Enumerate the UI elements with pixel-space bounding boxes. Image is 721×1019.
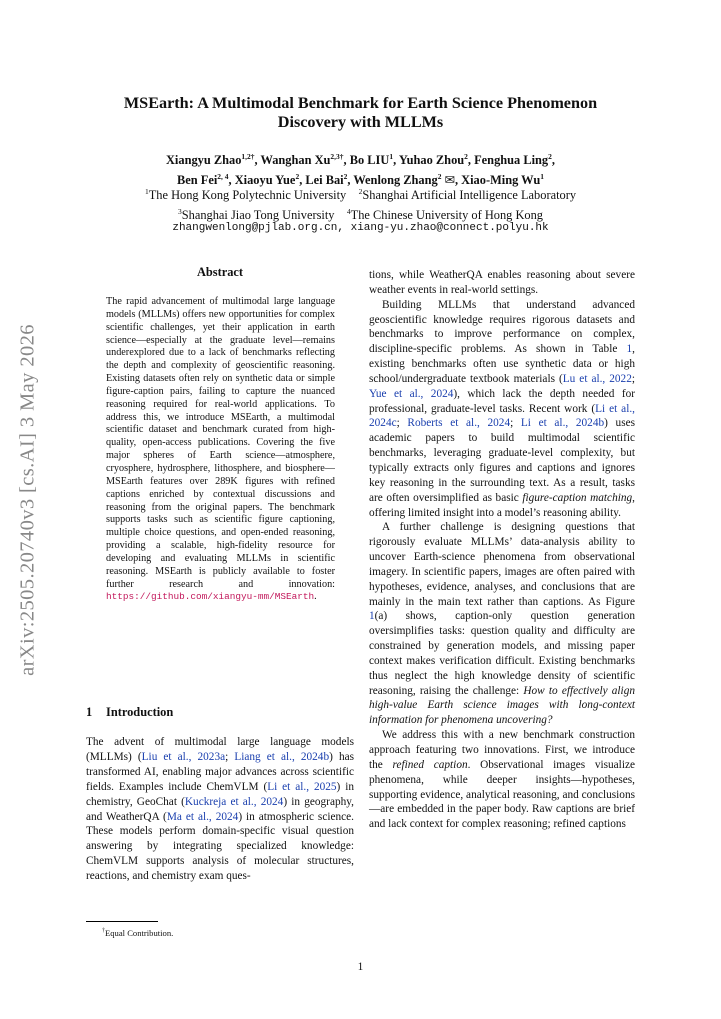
title-line-1: MSEarth: A Multimodal Benchmark for Earth Science Phenomenon xyxy=(123,94,598,112)
author-list: Xiangyu Zhao$^{1,2\dagger}$, Wanghan $Xu^{2,3\dagger}$, Bo LIU$^1$, Yuhao Zhou$^2$, Fenghua Ling$^2$, Ben Fei$^{2, 4}$, Xiaoyu Yue$^2$, Lei Bai$^2$, Wenlong Zhang$^2$ ✉, Xiao-Ming Wu$^1$ xyxy=(165,152,555,187)
author: Ben Fei xyxy=(177,172,218,187)
paragraph: tions, while WeatherQA enables reasoning about severe weather events in real-world settings. xyxy=(369,269,635,296)
citation-link[interactable]: Yue et al., 2024 xyxy=(369,387,454,400)
author: Yuhao Zhou xyxy=(398,153,465,168)
paragraph: Building MLLMs that understand advanced geoscientific knowledge requires rigorous datasets and benchmarks to improve performance on complex, discipline-specific problems. As shown in Table 1, existing benchmarks often use synthetic data or high school/undergraduate textbook materials (Lu et al., 2022; Yue et al., 2024), which lack the depth needed for professional, graduate-level tasks. Recent work (Li et al., 2024c; Roberts et al., 2024; Li et al., 2024b) uses academic papers to build multimodal scientific benchmarks, leveraging graduate-level complexity, but typically extracts only figures and captions and ignores key reasoning in the surrounding text. As a result, tasks are often oversimplified as basic figure-caption matching, offering limited insight into a model’s reasoning ability. xyxy=(369,298,636,519)
author: Fenghua Ling xyxy=(474,153,549,168)
citation-link[interactable]: Lu et al., 2022 xyxy=(562,372,632,385)
author: Xiangyu Zhao xyxy=(165,153,242,168)
citation-link[interactable]: Liang et al., 2024b xyxy=(234,750,330,763)
author: Bo LIU xyxy=(349,153,390,168)
affiliation: Shanghai Artificial Intelligence Laboratory xyxy=(362,188,577,203)
author: Xiaoyu Yue xyxy=(234,172,296,187)
citation-link[interactable]: Li et al., 2025 xyxy=(267,780,337,793)
affiliation: The Hong Kong Polytechnic University xyxy=(148,188,347,203)
envelope-icon: ✉ xyxy=(444,172,455,187)
right-column xyxy=(369,268,635,832)
citation-link[interactable]: Liu et al., 2023a xyxy=(141,750,226,763)
citation-link[interactable]: Li et al., 2024b xyxy=(520,417,605,430)
abstract-heading: Abstract xyxy=(196,265,244,279)
affiliation: Shanghai Jiao Tong University xyxy=(181,207,335,222)
citation-link[interactable]: Kuckreja et al., 2024 xyxy=(184,795,284,808)
table-ref-link[interactable]: 1 xyxy=(626,343,633,356)
title-line-2: Discovery with MLLMs xyxy=(277,113,444,131)
arxiv-identifier: arXiv:2505.20740v3 [cs.AI] 3 May 2026 xyxy=(16,324,39,676)
figure-ref-link[interactable]: 1 xyxy=(369,610,375,623)
paper-title xyxy=(90,94,631,132)
page-number: 1 xyxy=(357,961,364,973)
author: Wanghan Xu xyxy=(260,153,331,168)
citation-link[interactable]: Li et al., 2024c xyxy=(369,402,635,430)
author: Wenlong Zhang xyxy=(353,172,438,187)
github-link[interactable]: https://github.com/xiangyu-mm/MSEarth xyxy=(106,591,315,603)
author: Lei Bai xyxy=(305,172,344,187)
contact-emails: zhangwenlong@pjlab.org.cn, xiang-yu.zhao@connect.polyu.hk xyxy=(172,222,549,234)
affiliations: $^1$The Hong Kong Polytechnic University $^2$Shanghai Artificial Intelligence Laboratory $^3$Shanghai Jiao Tong University $^4$The Chinese University of Hong Kong xyxy=(144,187,577,222)
footnote-rule xyxy=(86,921,158,922)
citation-link[interactable]: Roberts et al., 2024 xyxy=(407,417,511,430)
paragraph: A further challenge is designing questions that rigorously evaluate MLLMs’ data-analysis ability to uncover Earth-science phenomena from observational imagery. In scientific papers, images are often paired with hypotheses, evidence, analyses, and conclusions that are mainly in the main text rather than captions. As Figure 1(a) shows, caption-only question generation oversimplifies tasks: question quality and difficulty are constrained by generation models, and missing paper context makes verification difficult. Existing benchmarks thus neglect the high knowledge density of scientific reasoning, raising the challenge: How to effectively align high-value Earth science images with long-context information for phenomena uncovering? xyxy=(369,521,635,727)
abstract-body: The rapid advancement of multimodal large language models (MLLMs) offers new opportunities for complex scientific challenges, yet their application in earth science—especially at the graduate level—remains underexplored due to a lack of benchmarks reflecting the depth and complexity of geoscientific reasoning. Existing datasets often rely on synthetic data or simple figure-caption pairs, failing to capture the nuanced reasoning required for real-world applications. To address this, we introduce MSEarth, a multimodal scientific dataset and benchmark curated from high-quality, open-access publications. Covering the five major spheres of Earth science—atmosphere, cryosphere, hydrosphere, lithosphere, and biosphere—MSEarth features over 289K figures with refined captions enriched by contextual discussions and reasoning from the original papers. The benchmark supports tasks such as scientific figure captioning, multiple choice questions, and open-ended reasoning, providing a scalable, high-fidelity resource for developing and evaluating MLLMs in scientific reasoning. MSEarth is publicly available to foster further research and innovation: https://github.com/xiangyu-mm/MSEarth. xyxy=(106,296,335,603)
introduction-paragraph: The advent of multimodal large language models (MLLMs) (Liu et al., 2023a; Liang et al., 2024b) has transformed AI, enabling major advances across scientific fields. Examples include ChemVLM (Li et al., 2025) in chemistry, GeoChat (Kuckreja et al., 2024) in geography, and WeatherQA (Ma et al., 2024) in atmospheric science. These models perform domain-specific visual question answering by integrating specialized knowledge: ChemVLM supports analysis of molecular structures, reactions, and chemistry exam ques- xyxy=(86,736,355,883)
section-heading: 1 Introduction xyxy=(86,705,174,719)
author: Xiao-Ming Wu xyxy=(461,172,541,187)
citation-link[interactable]: Ma et al., 2024 xyxy=(166,810,239,823)
affiliation: The Chinese University of Hong Kong xyxy=(350,207,543,222)
paragraph: We address this with a new benchmark construction approach featuring two innovations. First, we introduce the refined caption. Observational images visualize phenomena, while deeper insights—hypotheses, supporting evidence, analytical reasoning, and conclusions—are embedded in the paper body. Raw captions are brief and lack context for complex reasoning; refined captions xyxy=(369,729,635,831)
footnote: †Equal Contribution. xyxy=(102,928,174,938)
